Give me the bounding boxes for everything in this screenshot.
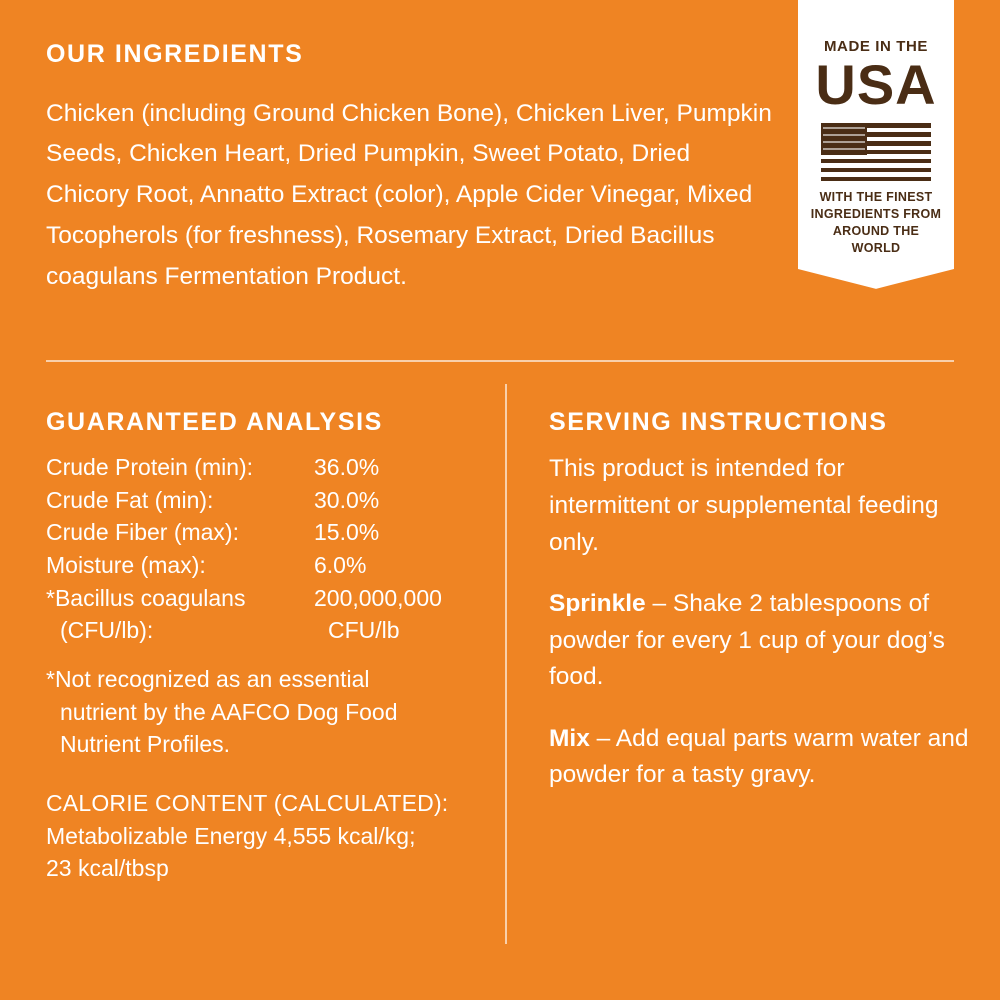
sprinkle-label: Sprinkle — [549, 589, 646, 617]
table-row — [46, 582, 486, 615]
badge-footer-line-2: INGREDIENTS FROM — [810, 207, 942, 222]
mix-text: – Add equal parts warm water and powder for a tasty gravy. — [549, 724, 969, 789]
table-row — [46, 614, 486, 647]
table-row — [46, 516, 486, 549]
badge-footer-line-3: AROUND THE WORLD — [832, 224, 920, 255]
ingredients-title: OUR INGREDIENTS — [46, 40, 304, 68]
table-row — [46, 549, 486, 582]
table-row — [46, 484, 486, 517]
vertical-divider — [505, 384, 507, 944]
usa-flag-icon — [821, 123, 931, 181]
footnote-line-3: Nutrient Profiles. — [60, 731, 231, 758]
mix-label: Mix — [549, 724, 590, 752]
ingredients-section — [46, 40, 776, 323]
table-row — [46, 451, 486, 484]
guaranteed-analysis-section — [46, 408, 486, 885]
guaranteed-analysis-table — [46, 451, 486, 647]
serving-intro-text: This product is intended for intermittent or supplemental feeding only. — [549, 455, 939, 556]
horizontal-divider — [46, 360, 954, 362]
nutrient-label: Crude Protein (min): — [46, 454, 254, 480]
sprinkle-text: – Shake 2 tablespoons of powder for every 1 cup of your dog’s food. — [549, 589, 945, 691]
badge-made-in-label: MADE IN THE — [823, 38, 929, 55]
nutrient-value: 200,000,000 — [314, 584, 442, 611]
nutrient-value: 30.0% — [314, 486, 380, 513]
serving-instructions-title: SERVING INSTRUCTIONS — [549, 408, 888, 436]
nutrient-value: 36.0% — [314, 454, 380, 480]
calorie-content-line-2: 23 kcal/tbsp — [46, 855, 169, 882]
ingredients-body: Chicken (including Ground Chicken Bone), Chicken Liver, Pumpkin Seeds, Chicken Heart, Dried Pumpkin, Sweet Potato, Dried Chicory Root, Annatto Extract (color), Apple Cider Vinegar, Mixed Tocopherols (for freshness), Rosemary Extract, Dried Bacillus coagulans Fermentation Product. — [46, 99, 772, 291]
badge-footer-line-1: WITH THE FINEST — [819, 190, 933, 205]
nutrient-value: CFU/lb — [328, 617, 400, 644]
nutrient-label: *Bacillus coagulans — [46, 584, 246, 611]
serving-mix-instruction — [549, 721, 969, 795]
badge-ribbon-notch — [798, 269, 954, 301]
nutrient-label: Moisture (max): — [46, 551, 206, 578]
footnote-line-2: nutrient by the AAFCO Dog Food — [60, 698, 398, 725]
nutrient-value: 6.0% — [314, 551, 367, 578]
guaranteed-analysis-footnote — [46, 663, 486, 761]
badge-usa-label: USA — [815, 53, 937, 117]
serving-instructions-section — [549, 408, 969, 819]
nutrient-label: Crude Fiber (max): — [46, 519, 239, 546]
guaranteed-analysis-title: GUARANTEED ANALYSIS — [46, 408, 383, 436]
footnote-line-1: *Not recognized as an essential — [46, 665, 370, 692]
serving-sprinkle-instruction — [549, 586, 969, 696]
made-in-usa-badge — [798, 0, 954, 300]
nutrient-value: 15.0% — [314, 519, 380, 546]
nutrient-label: (CFU/lb): — [60, 617, 154, 644]
nutrient-label: Crude Fat (min): — [46, 486, 214, 513]
calorie-content-line-1: Metabolizable Energy 4,555 kcal/kg; — [46, 822, 416, 849]
calorie-content-heading: CALORIE CONTENT (CALCULATED): — [46, 789, 449, 816]
